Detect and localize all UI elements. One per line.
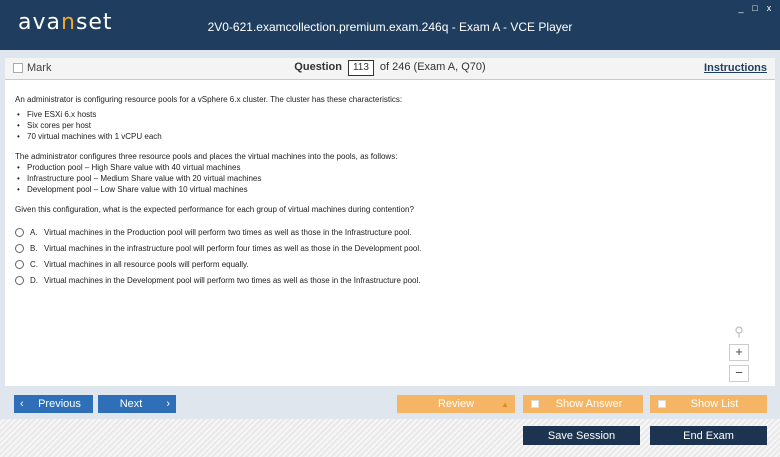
option-text: Virtual machines in the infrastructure pool will perform four times as well as those in the Development pool.: [44, 243, 422, 253]
instructions-link[interactable]: Instructions: [704, 62, 767, 74]
question-intro: An administrator is configuring resource pools for a vSphere 6.x cluster. The cluster has these characteristics:: [15, 95, 403, 104]
question-counter: [5, 60, 775, 76]
show-list-label: Show List: [690, 398, 739, 410]
option-text: Virtual machines in the Development pool will perform two times as well as those in the Infrastructure pool.: [44, 275, 421, 285]
checkbox-icon: [658, 400, 666, 408]
pools-list: [15, 162, 765, 195]
caret-up-icon: ▲: [501, 399, 509, 409]
window-controls: [736, 3, 774, 13]
radio-icon[interactable]: [15, 228, 24, 237]
radio-icon[interactable]: [15, 244, 24, 253]
list-item: • Production pool – High Share value with 40 virtual machines: [15, 162, 765, 173]
list-item: • Five ESXi 6.x hosts: [15, 109, 765, 120]
mark-label: Mark: [27, 62, 52, 74]
navigation-bar: [0, 387, 780, 417]
option-b[interactable]: [15, 240, 765, 256]
window-title: 2V0-621.examcollection.premium.exam.246q - Exam A - VCE Player: [207, 20, 573, 34]
logo-suffix: set: [75, 10, 113, 35]
review-label: Review: [437, 398, 475, 410]
show-answer-label: Show Answer: [555, 398, 623, 410]
zoom-in-button[interactable]: +: [729, 344, 749, 361]
radio-icon[interactable]: [15, 276, 24, 285]
previous-label: Previous: [38, 398, 81, 410]
question-prompt: Given this configuration, what is the expected performance for each group of virtual machines during contention?: [15, 205, 414, 214]
list-item: • Development pool – Low Share value with 10 virtual machines: [15, 184, 765, 195]
question-number-input[interactable]: 113: [348, 60, 374, 76]
radio-icon[interactable]: [15, 260, 24, 269]
save-session-button[interactable]: Save Session: [523, 426, 640, 445]
close-button[interactable]: x: [766, 3, 772, 13]
logo-accent: n: [60, 10, 76, 35]
option-letter: A.: [30, 227, 38, 237]
logo-prefix: ava: [18, 10, 61, 35]
magnifier-icon: ⚲: [734, 324, 744, 339]
review-button[interactable]: [397, 395, 515, 413]
list-item: • Infrastructure pool – Medium Share value with 20 virtual machines: [15, 173, 765, 184]
option-letter: B.: [30, 243, 38, 253]
footer: [0, 419, 780, 457]
end-exam-button[interactable]: End Exam: [650, 426, 767, 445]
option-letter: D.: [30, 275, 38, 285]
maximize-button[interactable]: □: [752, 3, 758, 13]
chevron-right-icon: ›: [166, 398, 170, 410]
option-c[interactable]: [15, 256, 765, 272]
checkbox-icon: [531, 400, 539, 408]
chevron-left-icon: ‹: [20, 398, 24, 410]
question-header: [5, 58, 775, 80]
list-item: • Six cores per host: [15, 120, 765, 131]
minimize-button[interactable]: _: [738, 3, 744, 13]
next-label: Next: [119, 398, 143, 410]
zoom-controls: [729, 324, 749, 382]
show-answer-button[interactable]: [523, 395, 643, 413]
pools-intro: The administrator configures three resource pools and places the virtual machines into the pools, as follows:: [15, 152, 398, 161]
show-list-button[interactable]: [650, 395, 767, 413]
option-text: Virtual machines in all resource pools will perform equally.: [44, 259, 249, 269]
option-text: Virtual machines in the Production pool will perform two times as well as those in the Infrastructure pool.: [44, 227, 412, 237]
answer-options: [15, 224, 765, 288]
option-a[interactable]: [15, 224, 765, 240]
title-bar: [0, 0, 780, 50]
zoom-out-button[interactable]: −: [729, 365, 749, 382]
previous-button[interactable]: [14, 395, 93, 413]
characteristics-list: [15, 109, 765, 142]
list-item: • 70 virtual machines with 1 vCPU each: [15, 131, 765, 142]
question-label: Question: [294, 61, 342, 73]
next-button[interactable]: [98, 395, 176, 413]
question-content: [5, 80, 775, 386]
option-d[interactable]: [15, 272, 765, 288]
option-letter: C.: [30, 259, 38, 269]
question-total: of 246 (Exam A, Q70): [379, 61, 486, 73]
